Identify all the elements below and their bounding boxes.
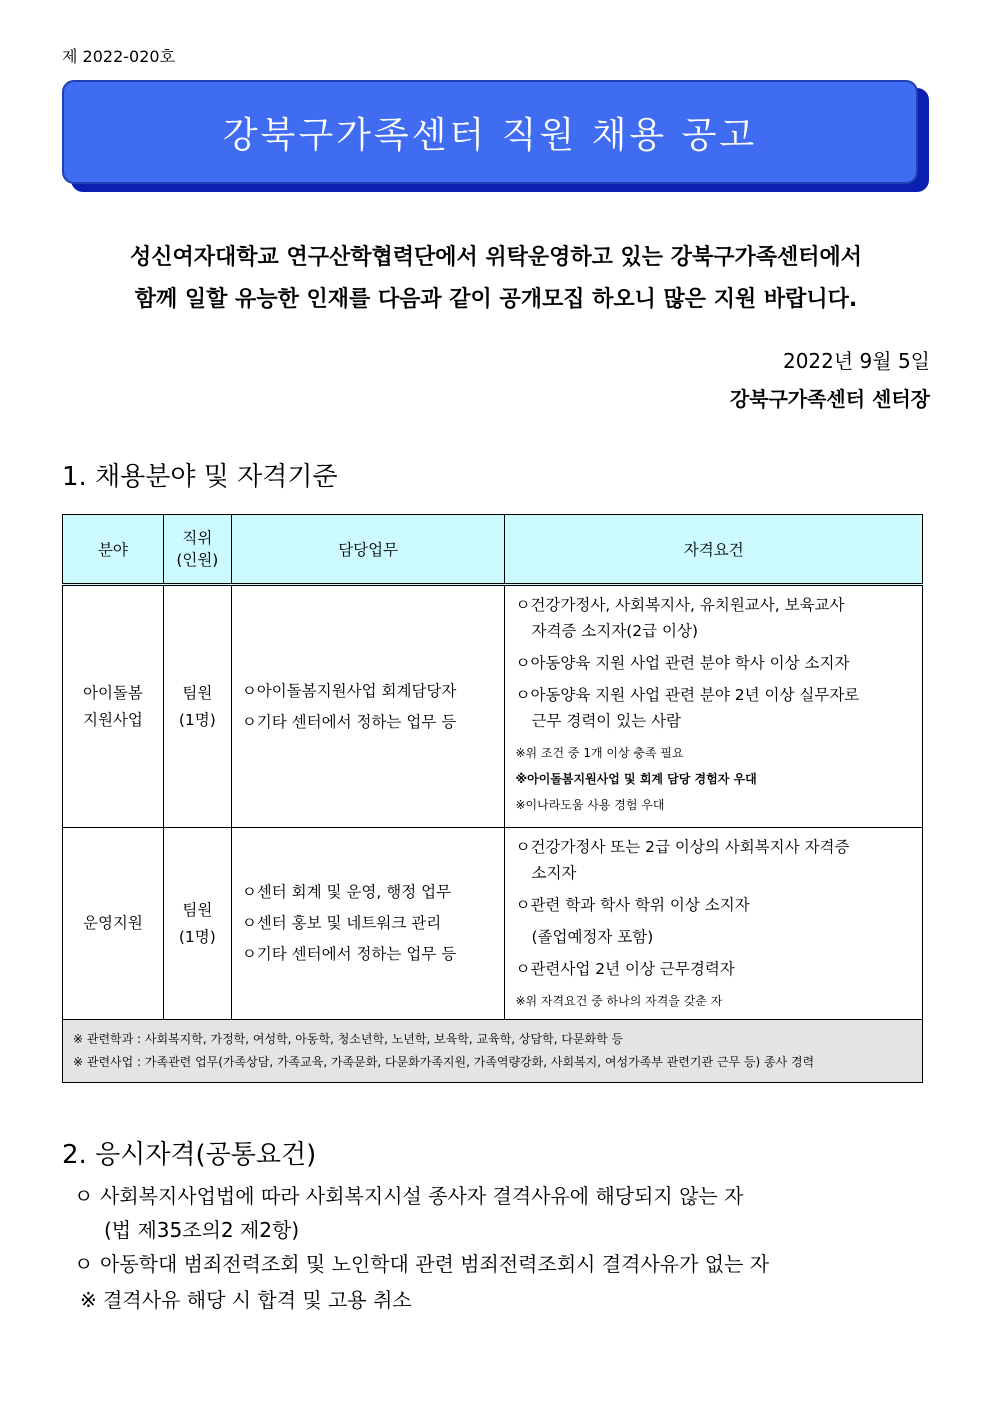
header-position (163, 515, 231, 585)
duty-item: ㅇ센터 회계 및 운영, 행정 업무 (241, 883, 452, 901)
announcement-date: 2022년 9월 5일 (782, 349, 930, 373)
qualification-item (515, 650, 914, 676)
footnote-cell (63, 1020, 923, 1083)
qualification-note: ※아이돌봄지원사업 및 회계 담당 경험자 우대 (515, 772, 757, 786)
table-header-row (63, 515, 923, 585)
qualification-item (515, 892, 914, 950)
field-name-line1: 운영지원 (82, 914, 143, 932)
footnote-related-work: ※ 관련사업 : 가족관련 업무(가족상담, 가족교육, 가족문화, 다문화가족지원, 가족역량강화, 사회복지, 여성가족부 관련기관 근무 등) 종사 경력 (73, 1055, 815, 1069)
qualifications-cell (505, 828, 923, 1020)
qualification-item (515, 834, 914, 886)
disqualification-note: ※ 결격사유 해당 시 합격 및 고용 취소 (80, 1288, 412, 1312)
section-2-title: 2. 응시자격(공통요건) (62, 1140, 317, 1170)
qualification-text: ㅇ아동양육 지원 사업 관련 분야 학사 이상 소지자 (515, 654, 850, 672)
field-name-line1: 아이돌봄 (82, 683, 143, 702)
requirements-table (62, 514, 923, 1083)
duty-item: ㅇ기타 센터에서 정하는 업무 등 (241, 945, 457, 963)
qualification-text: ㅇ관련사업 2년 이상 근무경력자 (515, 960, 735, 978)
position-cell (163, 585, 231, 828)
qualification-item (515, 592, 914, 644)
field-cell (63, 828, 164, 1020)
footnote-related-majors: ※ 관련학과 : 사회복지학, 가정학, 여성학, 아동학, 청소년학, 노년학, 보육학, 교육학, 상담학, 다문화학 등 (73, 1032, 624, 1046)
header-position-line1: 직위 (182, 529, 213, 547)
table-row (63, 585, 923, 828)
bullet-circle: ㅇ (74, 1252, 94, 1276)
duty-item: ㅇ기타 센터에서 정하는 업무 등 (241, 712, 457, 731)
qualification-continuation: 자격증 소지자(2급 이상) (531, 622, 699, 640)
title-banner (62, 80, 918, 184)
qualification-note: ※이나라도움 사용 경험 우대 (515, 798, 665, 812)
footnote-row (63, 1020, 923, 1083)
qualification-continuation: 근무 경력이 있는 사람 (531, 712, 682, 730)
duties-cell (231, 828, 505, 1020)
position-title: 팀원 (182, 683, 213, 702)
header-qualifications: 자격요건 (505, 515, 923, 585)
eligibility-item-2 (74, 1248, 769, 1277)
header-field: 분야 (63, 515, 164, 585)
intro-line-1: 성신여자대학교 연구산학협력단에서 위탁운영하고 있는 강북구가족센터에서 (130, 245, 862, 270)
header-duties: 담당업무 (231, 515, 505, 585)
qualification-item (515, 682, 914, 734)
position-title: 팀원 (182, 900, 213, 919)
qualification-text: ㅇ아동양육 지원 사업 관련 분야 2년 이상 실무자로 (515, 686, 860, 704)
intro-line-2: 함께 일할 유능한 인재를 다음과 같이 공개모집 하오니 많은 지원 바랍니다. (134, 287, 858, 312)
qualification-continuation: 소지자 (531, 864, 577, 882)
banner-title: 강북구가족센터 직원 채용 공고 (222, 114, 758, 156)
qualification-note: ※위 조건 중 1개 이상 충족 필요 (515, 746, 684, 760)
qualification-text: ㅇ관련 학과 학사 학위 이상 소지자 (515, 896, 750, 914)
document-number: 제 2022-020호 (62, 47, 176, 66)
eligibility-text: 아동학대 범죄전력조회 및 노인학대 관련 범죄전력조회시 결격사유가 없는 자 (100, 1252, 770, 1276)
qualification-continuation: (졸업예정자 포함) (531, 928, 654, 946)
qualifications-cell (505, 585, 923, 828)
table-row (63, 828, 923, 1020)
eligibility-item-1-continuation: (법 제35조의2 제2항) (104, 1218, 300, 1242)
qualification-note: ※위 자격요건 중 하나의 자격을 갖춘 자 (515, 994, 723, 1008)
signatory: 강북구가족센터 센터장 (729, 387, 930, 411)
eligibility-text: 사회복지사업법에 따라 사회복지시설 종사자 결격사유에 해당되지 않는 자 (100, 1184, 744, 1208)
eligibility-item-1 (74, 1180, 743, 1209)
position-count: (1명) (178, 710, 216, 729)
qualification-text: ㅇ건강가정사, 사회복지사, 유치원교사, 보육교사 (515, 596, 845, 614)
header-position-line2: (인원) (176, 551, 219, 569)
field-cell (63, 585, 164, 828)
position-cell (163, 828, 231, 1020)
section-1-title: 1. 채용분야 및 자격기준 (62, 462, 338, 492)
field-name-line2: 지원사업 (82, 710, 143, 729)
qualification-text: ㅇ건강가정사 또는 2급 이상의 사회복지사 자격증 (515, 838, 850, 856)
duties-cell (231, 585, 505, 828)
duty-item: ㅇ센터 홍보 및 네트워크 관리 (241, 914, 442, 932)
position-count: (1명) (178, 927, 216, 946)
bullet-circle: ㅇ (74, 1184, 94, 1208)
qualification-item (515, 956, 914, 982)
duty-item: ㅇ아이돌봄지원사업 회계담당자 (241, 681, 457, 700)
